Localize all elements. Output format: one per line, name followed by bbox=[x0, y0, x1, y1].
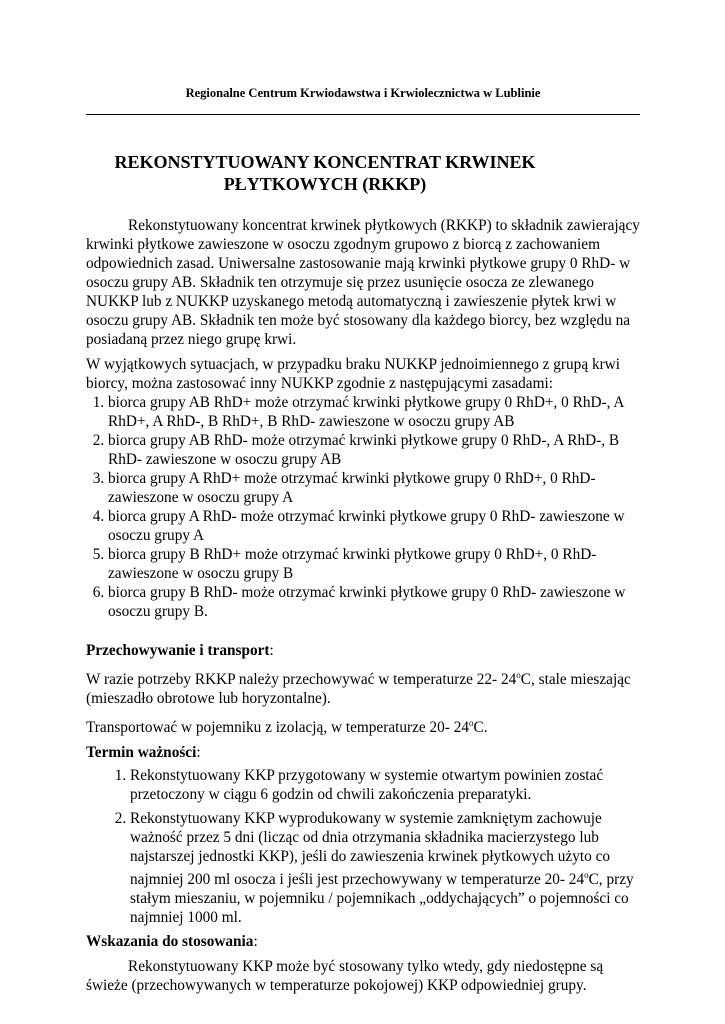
validity-heading: Termin ważności bbox=[86, 744, 197, 762]
rule-item: 6. biorca grupy B RhD- może otrzymać krwinki płytkowe grupy 0 RhD- zawieszone w osoczu grupy B. bbox=[108, 583, 642, 621]
rule-item: 1. biorca grupy AB RhD+ może otrzymać krwinki płytkowe grupy 0 RhD+, 0 RhD-, A RhD+, A RhD-, B RhD+, B RhD- zawieszone w osoczu grupy AB bbox=[108, 393, 642, 431]
document-title bbox=[110, 151, 540, 195]
title-line-2: PŁYTKOWYCH (RKKP) bbox=[223, 174, 427, 194]
validity-item: 1. Rekonstytuowany KKP przygotowany w systemie otwartym powinien zostać przetoczony w ciągu 6 godzin od chwili zakończenia preparatyki. bbox=[130, 766, 642, 804]
rule-item: 2. biorca grupy AB RhD- może otrzymać krwinki płytkowe grupy 0 RhD-, A RhD-, B RhD- zawieszone w osoczu grupy AB bbox=[108, 431, 642, 469]
rule-item: 5. biorca grupy B RhD+ może otrzymać krwinki płytkowe grupy 0 RhD+, 0 RhD- zawieszone w osoczu grupy B bbox=[108, 545, 642, 583]
indications-heading-line: Wskazania do stosowania: bbox=[86, 933, 258, 951]
storage-paragraph-2: Transportować w pojemniku z izolacją, w temperaturze 20- 24$^o$C. bbox=[86, 718, 488, 737]
intro-paragraph: Rekonstytuowany koncentrat krwinek płytkowych (RKKP) to składnik zawierający krwinki płytkowe zawieszone w osoczu zgodnym grupowo z biorcą z zachowaniem odpowiednich zasad. Uniwersalne zastosowanie mają krwinki płytkowe grupy 0 RhD- w osoczu grupy AB. Składnik ten otrzymuje się przez usunięcie osocza ze zlewanego NUKKP lub z NUKKP uzyskanego metodą automatyczną i zawieszenie płytek krwi w osoczu grupy AB. Składnik ten może być stosowany dla każdego biorcy, bez względu na posiadaną przez niego grupę krwi. bbox=[86, 217, 640, 348]
storage-heading: Przechowywanie i transport bbox=[86, 642, 270, 659]
title-line-1: REKONSTYTUOWANY KONCENTRAT KRWINEK bbox=[114, 152, 536, 172]
rule-item: 3. biorca grupy A RhD+ może otrzymać krwinki płytkowe grupy 0 RhD+, 0 RhD- zawieszone w osoczu grupy A bbox=[108, 469, 642, 507]
organization-header: Regionalne Centrum Krwiodawstwa i Krwiolecznictwa w Lublinie bbox=[185, 86, 541, 100]
storage-heading-line: Przechowywanie i transport: bbox=[86, 642, 274, 659]
validity-item: 2. Rekonstytuowany KKP wyprodukowany w systemie zamkniętym zachowuje ważność przez 5 dni (licząc od dnia otrzymania składnika macierzystego lub najstarszej jednostki KKP), jeśli do zawieszenia krwinek płytkowych użyto co najmniej 200 ml osocza i jeśli jest przechowywany w temperaturze 20- 24$^o$C, przy stałym mieszaniu, w pojemniku / pojemnikach „oddychających” o pojemności co najmniej 1000 ml. bbox=[130, 809, 642, 927]
indications-paragraph: Rekonstytuowany KKP może być stosowany tylko wtedy, gdy niedostępne są świeże (przechowywanych w temperaturze pokojowej) KKP odpowiedniej grupy. bbox=[86, 958, 604, 995]
rule-item: 4. biorca grupy A RhD- może otrzymać krwinki płytkowe grupy 0 RhD- zawieszone w osoczu grupy A bbox=[108, 507, 642, 545]
validity-heading-line: Termin ważności: bbox=[86, 744, 201, 762]
exception-intro: W wyjątkowych sytuacjach, w przypadku braku NUKKP jednoimiennego z grupą krwi biorcy, można zastosować inny NUKKP zgodnie z następującymi zasadami: bbox=[86, 356, 620, 392]
storage-paragraph-1: W razie potrzeby RKKP należy przechowywać w temperaturze 22- 24$^o$C, stale mieszając (mieszadło obrotowe lub horyzontalne). bbox=[86, 670, 631, 708]
document-body bbox=[86, 216, 642, 995]
header-divider bbox=[86, 114, 640, 115]
validity-list bbox=[86, 766, 642, 927]
indications-heading: Wskazania do stosowania bbox=[86, 933, 254, 951]
compatibility-rules-list bbox=[86, 393, 642, 621]
